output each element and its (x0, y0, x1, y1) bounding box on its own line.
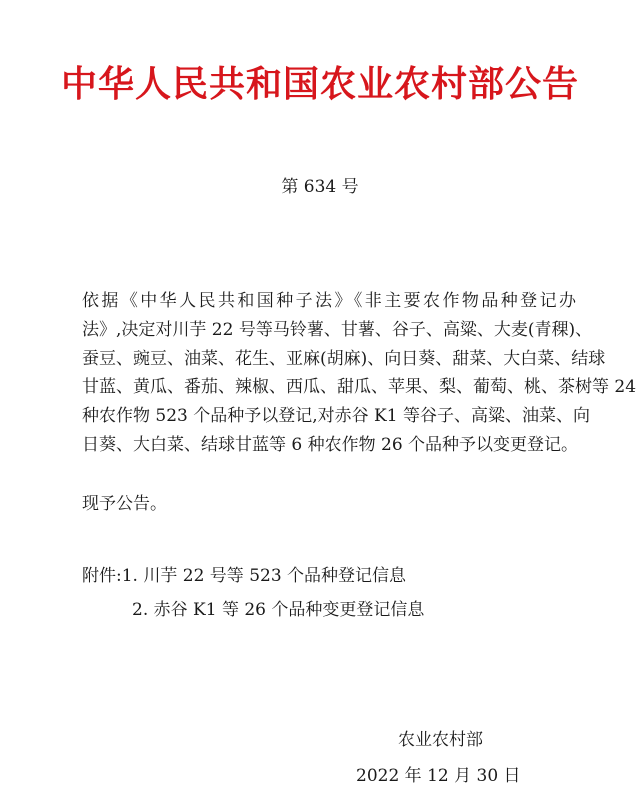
body-line: 种农作物 523 个品种予以登记,对赤谷 K1 等谷子、高粱、油菜、向 (82, 406, 590, 427)
document-title: 中华人民共和国农业农村部公告 (60, 63, 579, 105)
body-line: 日葵、大白菜、结球甘蓝等 6 种农作物 26 个品种予以变更登记。 (82, 434, 579, 455)
body-line: 依据《中华人民共和国种子法》《非主要农作物品种登记办 (82, 291, 576, 311)
attachment-item-1: 附件:1. 川芋 22 号等 523 个品种登记信息 (82, 566, 407, 586)
attachment-item-2: 2. 赤谷 K1 等 26 个品种变更登记信息 (132, 600, 425, 620)
issuing-authority: 农业农村部 (398, 730, 483, 750)
issue-date: 2022 年 12 月 30 日 (356, 766, 521, 786)
body-line: 蚕豆、豌豆、油菜、花生、亚麻(胡麻)、向日葵、甜菜、大白菜、结球 (82, 348, 606, 369)
body-line: 甘蓝、黄瓜、番茄、辣椒、西瓜、甜瓜、苹果、梨、葡萄、桃、茶树等 24 (82, 377, 637, 398)
announcement-text: 现予公告。 (82, 494, 167, 514)
document-number: 第 634 号 (281, 177, 359, 197)
body-line: 法》,决定对川芋 22 号等马铃薯、甘薯、谷子、高粱、大麦(青稞)、 (82, 319, 593, 340)
body-paragraph (82, 287, 637, 460)
